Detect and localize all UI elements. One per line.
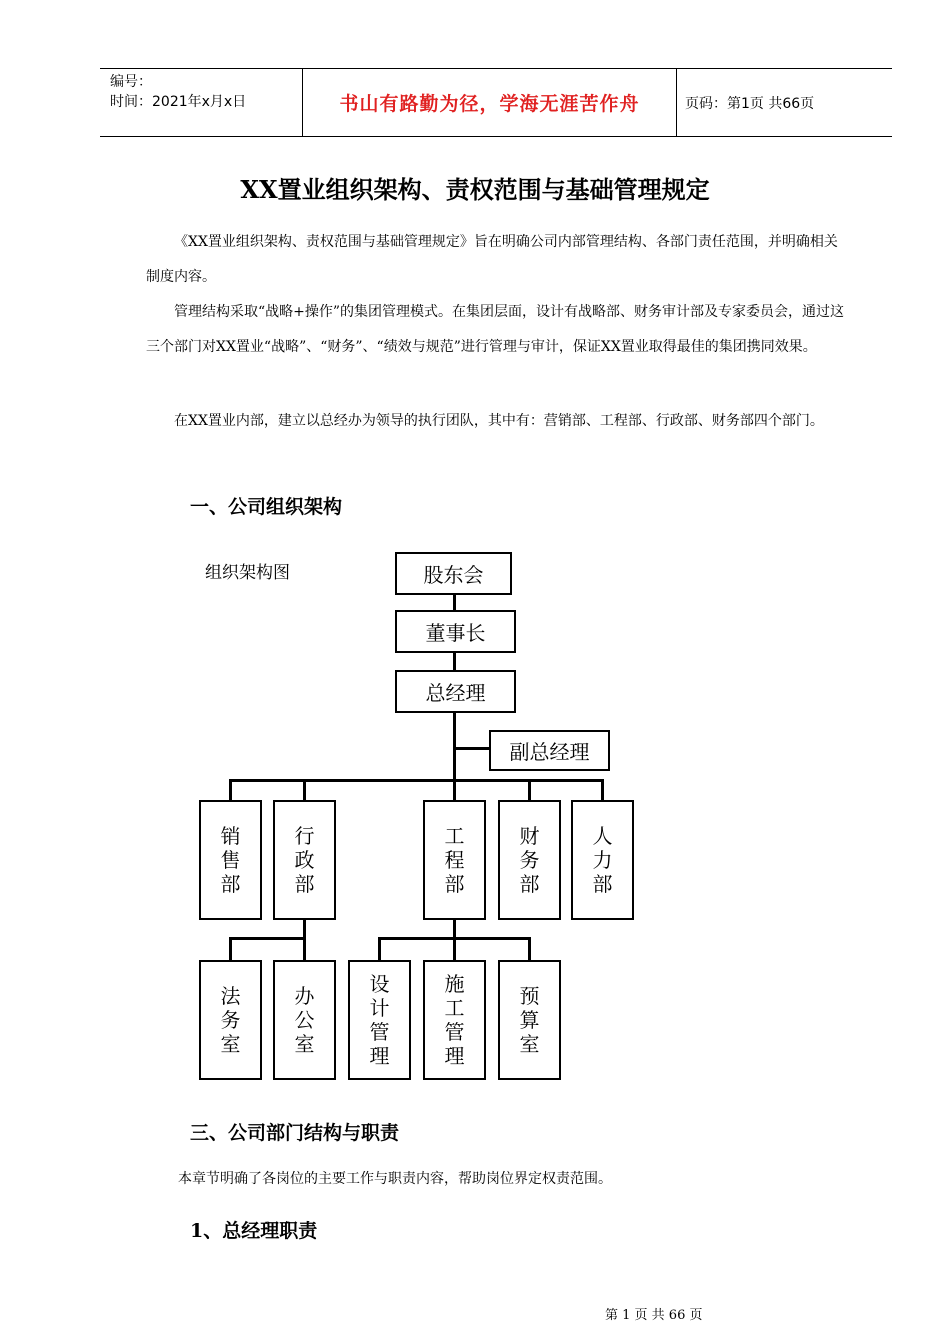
header-page-cell [677,69,892,136]
paragraph-1: 《XX置业组织架构、责权范围与基础管理规定》旨在明确公司内部管理结构、各部门责任范围，并明确相关制度内容。 [146,234,838,285]
org-dept-engineering [423,800,486,920]
connector-deputy [453,747,491,750]
org-chairman-label: 董事长 [425,621,486,645]
document-title: XX置业组织架构、责权范围与基础管理规定 [240,175,710,204]
org-dept-label: 财务部 [519,824,540,896]
document-number: 编号： [110,74,152,90]
connector-dept-2 [303,779,306,801]
org-dept-admin [273,800,336,920]
connector-dept-1 [229,779,232,801]
page-footer: 第 1 页 共 66 页 [605,1308,703,1323]
org-chairman [395,610,516,653]
connector-eng-bus [378,937,531,940]
connector-dept-bus [229,779,604,782]
document-time: 时间：2021年x月x日 [110,94,247,110]
connector-dept-5 [601,779,604,801]
paragraph-3: 在XX置业内部，建立以总经办为领导的执行团队，其中有：营销部、工程部、行政部、财务部四个部门。 [174,413,824,429]
connector-admin-bus [229,937,306,940]
org-sub-legal [199,960,262,1080]
org-shareholders [395,552,512,595]
connector-eng-sub-1 [378,937,381,962]
org-shareholders-label: 股东会 [423,563,484,587]
org-sub-office [273,960,336,1080]
org-sub-label: 施工管理 [444,972,465,1068]
org-dept-label: 销售部 [220,824,241,896]
org-dept-finance [498,800,561,920]
connector-admin-down [303,918,306,962]
org-dept-sales [199,800,262,920]
connector-admin-sub-1 [229,937,232,962]
org-gm-label: 总经理 [425,681,486,705]
page-header [100,68,892,137]
org-deputy-gm-label: 副总经理 [509,740,590,764]
section-heading-departments: 三、公司部门结构与职责 [190,1122,400,1144]
motto-text: 书山有路勤为径，学海无涯苦作舟 [339,93,640,115]
section-intro: 本章节明确了各岗位的主要工作与职责内容，帮助岗位界定权责范围。 [178,1171,612,1187]
org-sub-label: 预算室 [519,984,540,1056]
org-dept-hr [571,800,634,920]
paragraph-2: 管理结构采取“战略+操作”的集团管理模式。在集团层面，设计有战略部、财务审计部及专家委员会，通过这三个部门对XX置业“战略”、“财务”、“绩效与规范”进行管理与审计，保证XX置业取得最佳的集团携同效果。 [146,304,845,355]
connector-eng-down [453,918,456,962]
org-sub-label: 设计管理 [369,972,390,1068]
org-dept-label: 行政部 [294,824,315,896]
header-motto-cell [302,69,677,136]
subsection-heading-gm: 1、总经理职责 [190,1220,318,1242]
section-heading-org: 一、公司组织架构 [190,496,343,518]
org-general-manager [395,670,516,713]
org-chart-label: 组织架构图 [205,563,290,583]
org-sub-label: 法务室 [220,984,241,1056]
connector-dept-4 [528,779,531,801]
org-sub-design [348,960,411,1080]
org-sub-construction [423,960,486,1080]
connector-eng-sub-3 [528,937,531,962]
page-code: 页码：第1页 共66页 [685,95,815,112]
connector-dept-3 [453,779,456,801]
org-deputy-gm [489,730,610,771]
org-dept-label: 人力部 [592,824,613,896]
header-meta-cell [100,69,302,136]
org-sub-label: 办公室 [294,984,315,1056]
org-sub-budget [498,960,561,1080]
org-dept-label: 工程部 [444,824,465,896]
